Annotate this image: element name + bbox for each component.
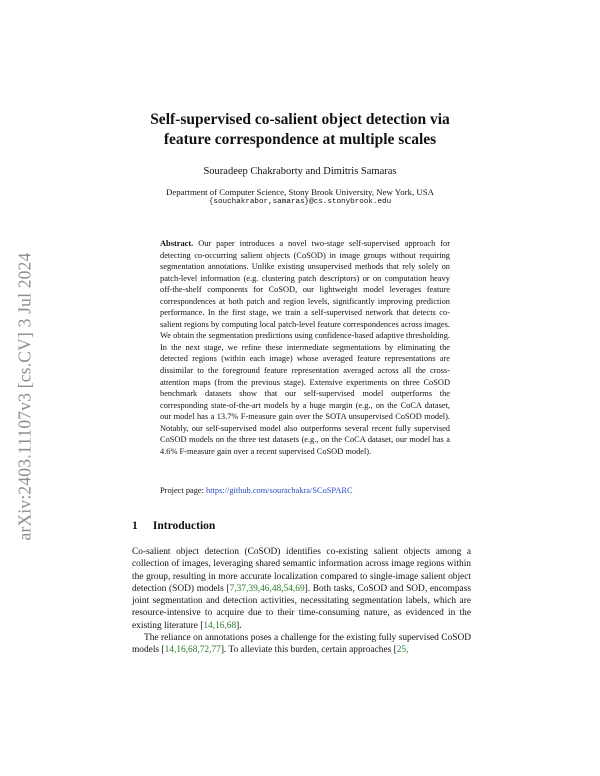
- citation-link[interactable]: 7,37,39,46,48,54,69: [229, 583, 305, 594]
- section-title: Introduction: [152, 520, 216, 532]
- paper-title: [90, 110, 510, 150]
- section-heading: [132, 520, 472, 532]
- citation-link[interactable]: 25,: [396, 645, 409, 656]
- para2-text-a: The reliance on annotations poses a challenge for the existing fully supervised CoSOD models [: [132, 633, 471, 656]
- section-number: 1: [132, 520, 138, 532]
- title-line-2: feature correspondence at multiple scales: [163, 131, 437, 148]
- para1-text-a: Co-salient object detection (CoSOD) identifies co-existing salient objects among a collection of images, leveraging shared semantic information across image regions within the group, resulting in more accurate localization compared to single-image salient object detection (SOD) models [: [132, 547, 471, 594]
- affiliation: Department of Computer Science, Stony Brook University, New York, USA: [166, 187, 434, 197]
- para1-text-c: ].: [236, 620, 242, 631]
- authors: Souradeep Chakraborty and Dimitris Samaras: [203, 166, 397, 177]
- abstract-text: Our paper introduces a novel two-stage self-supervised approach for detecting co-occurring salient objects (CoSOD) in image groups without requiring segmentation annotations. Unlike existing unsupervised methods that rely solely on patch-level information (e.g. clustering patch descriptors) or on computation heavy off-the-shelf components for CoSOD, our lightweight model leverages feature correspondences at both patch and region levels, significantly improving prediction performance. In the first stage, we train a self-supervised network that detects co-salient regions by computing local patch-level feature correspondences across images. We obtain the segmentation predictions using confidence-based adaptive thresholding. In the next stage, we refine these intermediate segmentations by eliminating the detected regions (within each image) whose averaged feature representations are dissimilar to the foreground feature representation averaged across all the cross-attention maps (from the previous stage). Extensive experiments on three CoSOD benchmark datasets show that our self-supervised model outperforms the corresponding state-of-the-art models by a huge margin (e.g., on the CoCA dataset, our model has a 13.7% F-measure gain over the SOTA unsupervised CoSOD model). Notably, our self-supervised model also outperforms several recent fully supervised CoSOD models on the three test datasets (e.g., on the CoCA dataset, our model has a 4.6% F-measure gain over a recent supervised CoSOD model).: [160, 239, 450, 456]
- arxiv-id: arXiv:2403.11107v3 [cs.CV] 3 Jul 2024: [14, 251, 35, 541]
- abstract-label: Abstract.: [160, 239, 194, 248]
- project-label: Project page:: [160, 486, 204, 495]
- paragraph-1: [132, 546, 471, 632]
- email: {souchakrabor,samaras}@cs.stonybrook.edu: [208, 198, 392, 206]
- paragraph-2: [132, 632, 471, 657]
- abstract: [160, 238, 450, 457]
- project-link[interactable]: https://github.com/sourachakra/SCoSPARC: [206, 486, 353, 495]
- para2-text-b: ]. To alleviate this burden, certain approaches [: [220, 645, 397, 656]
- project-page: [160, 486, 460, 495]
- citation-link[interactable]: 14,16,68: [203, 620, 237, 631]
- intro-body: [132, 546, 471, 657]
- para1-text-b: ]. Both tasks, CoSOD and SOD, encompass joint segmentation and detection activities, necessitating segmentation labels, which are resource-intensive to acquire due to their time-consuming nature, as evidenced in the existing literature [: [132, 583, 471, 631]
- citation-link[interactable]: 14,16,68,72,77: [164, 645, 221, 656]
- title-line-1: Self-supervised co-salient object detection via: [150, 111, 450, 128]
- arxiv-stamp: [10, 210, 40, 582]
